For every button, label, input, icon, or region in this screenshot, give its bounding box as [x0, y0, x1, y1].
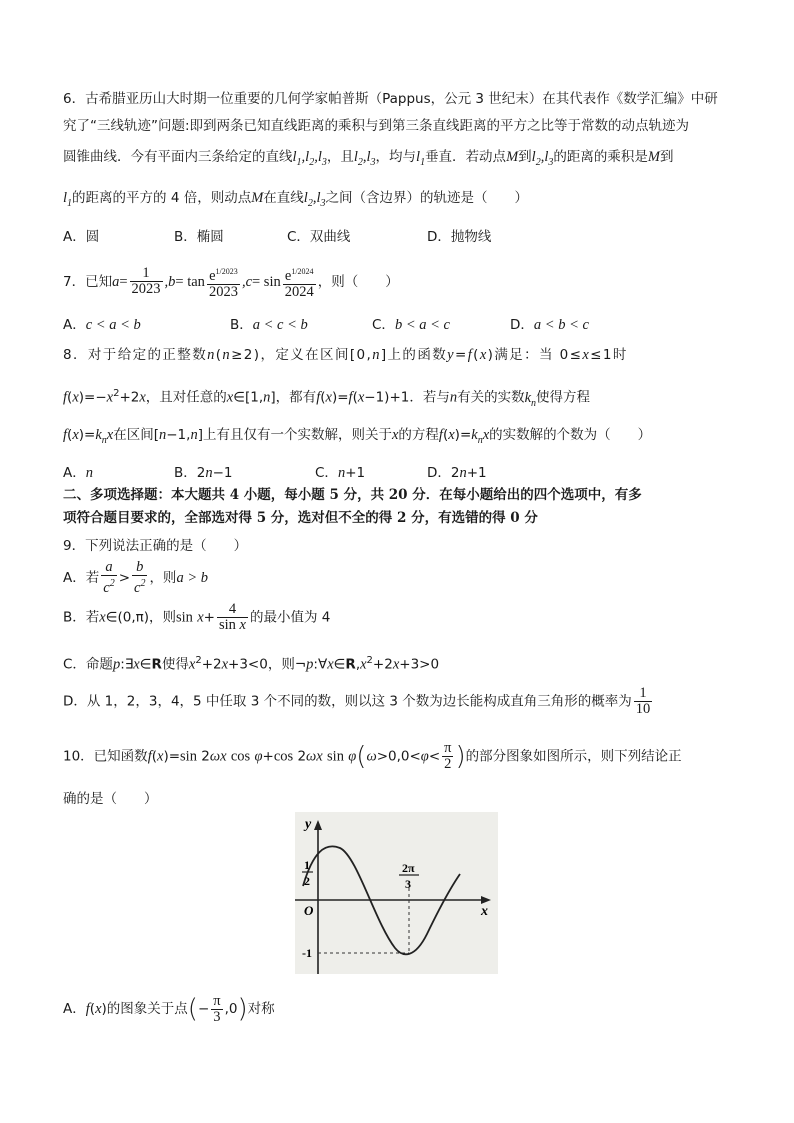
q10-line-2: 确的是（ ） — [63, 791, 158, 807]
q7-option-c: C．b < a < c — [372, 317, 450, 333]
q6-option-a: A．圆 — [63, 229, 100, 245]
q9-option-c: C．命题p:∃x∈R使得$x^2+2x+3<0$，则$\neg p:\forall x\in R,x^2+2x+3>0$ — [63, 655, 440, 673]
q9-option-b: B．若x∈(0,π)，则sin x+ $\frac{4}{\text{sin x}}$ 的最小值为 4 — [63, 601, 331, 633]
q9-stem: 9．下列说法正确的是（ ） — [63, 538, 248, 554]
q9-option-d: D．从 1，2，3，4，5 中任取 3 个不同的数，则以这 3 个数为边长能构成直角三角形的概率为 $\frac{1}{10}$ — [63, 685, 651, 717]
q6-option-d: D．抛物线 — [427, 229, 492, 245]
y-axis-label: y — [305, 817, 312, 832]
section2-line-1: 二、多项选择题：本大题共 4 小题，每小题 5 分，共 20 分．在每小题给出的四个选项中，有多 — [63, 487, 642, 503]
q9-option-a: A．若 $\frac{a}{c^2}$ > $\frac{b}{c^2}$ ，则a > b — [63, 559, 208, 596]
section2-line-2: 项符合题目要求的，全部选对得 5 分，选对但不全的得 2 分，有选错的得 0 分 — [63, 510, 538, 526]
q7-option-d: D．a < b < c — [510, 317, 589, 333]
q6-option-c: C．双曲线 — [287, 229, 351, 245]
x-tick-numerator: 2π — [402, 861, 415, 875]
q8-line-3: $f(x)=k_nx$在区间[n−1,n]上有且仅有一个实数解，则关于x的方程$f(x)=k_nx$的实数解的个数为（ ） — [63, 427, 652, 446]
y-tick-minus-one: -1 — [302, 946, 312, 960]
q6-line-1: 6．古希腊亚历山大时期一位重要的几何学家帕普斯（Pappus，公元 3 世纪末）在其代表作《数学汇编》中研 — [63, 91, 718, 107]
y-axis-arrow-icon — [314, 820, 322, 830]
q6-option-b: B．椭圆 — [174, 229, 224, 245]
y-tick-half-numerator: 1 — [304, 858, 310, 872]
function-graph — [295, 812, 498, 974]
x-tick-denominator: 3 — [405, 877, 411, 891]
q8-option-d: D．2n+1 — [427, 465, 487, 481]
q10-line-1: 10．已知函数f(x)=sin 2ωx cos φ+cos 2ωx sin φ(ω>0,0<φ< $\frac{\pi}{2}$ )的部分图象如图所示，则下列结论正 — [63, 740, 682, 772]
x-axis-arrow-icon — [481, 896, 491, 904]
q8-option-b: B．2n−1 — [174, 465, 233, 481]
q7-stem: 7．已知a= $\frac{1}{2023}$ ,b= tan $\frac{e^{1/2023}}{2023}$ ,c= sin $\frac{e^{1/2024}}{2024}$ ，则（ ） — [63, 265, 399, 300]
q8-line-1: 8．对于给定的正整数n(n≥2)，定义在区间[0,n]上的函数y=f(x)满足：当 0≤x≤1时 — [63, 347, 628, 363]
q10-option-a: A．f(x)的图象关于点(− $\frac{\pi}{3}$ ,0)对称 — [63, 992, 275, 1025]
q8-line-2: $f(x)=-x^2+2x$，且对任意的x∈[1,n]，都有f(x)=f(x−1)+1．若与n有关的实数$k_n$使得方程 — [63, 388, 591, 409]
q6-line-4: $l_1$的距离的平方的 4 倍，则动点M在直线$l_2,l_3$之间（含边界）的轨迹是（ ） — [63, 190, 528, 209]
y-tick-half-denominator: 2 — [304, 874, 310, 888]
graph-svg — [295, 812, 498, 974]
x-axis-label: x — [481, 904, 488, 919]
q8-option-a: A．n — [63, 465, 93, 481]
q8-option-c: C．n+1 — [315, 465, 366, 481]
origin-label: O — [304, 903, 314, 918]
q6-line-3: 圆锥曲线．今有平面内三条给定的直线$l_1,l_2,l_3$，且$l_2,l_3$，均与$l_1$垂直．若动点M到$l_2,l_3$的距离的乘积是M到 — [63, 149, 674, 168]
q7-option-b: B．a < c < b — [230, 317, 308, 333]
q6-line-2: 究了“三线轨迹”问题:即到两条已知直线距离的乘积与到第三条直线距离的平方之比等于常数的动点轨迹为 — [63, 118, 690, 134]
q7-option-a: A．c < a < b — [63, 317, 141, 333]
